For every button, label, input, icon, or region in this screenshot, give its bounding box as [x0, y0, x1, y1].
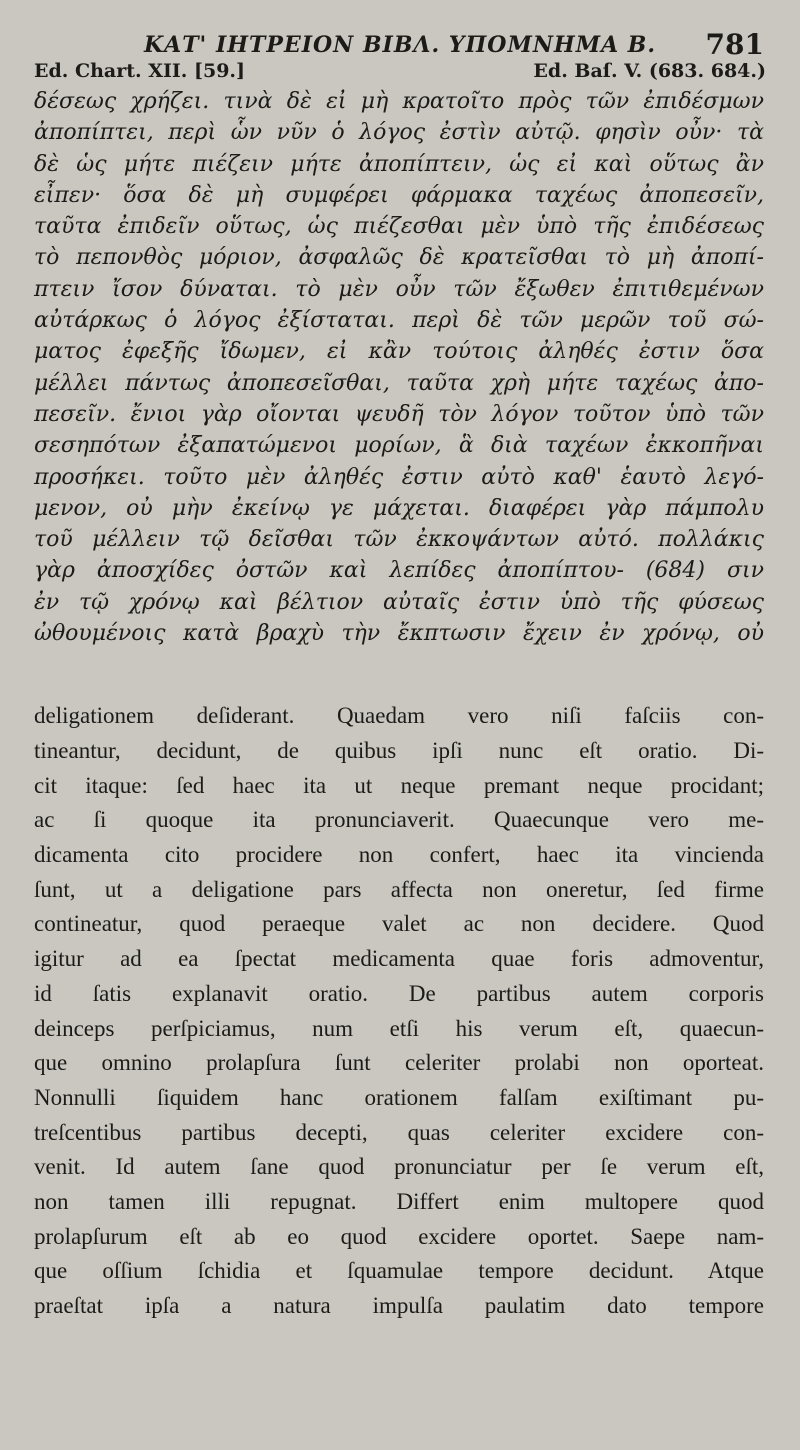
running-head: [34, 18, 772, 61]
latin-line: contineatur, quod peraeque valet ac non decidere. Quod: [34, 911, 764, 937]
latin-line: Nonnulli ſiquidem hanc orationem falſam exiſtimant pu-: [34, 1084, 764, 1110]
greek-line: προσήκει. τοῦτο μὲν ἀληθές ἐστιν αὐτὸ καθ' ἑαυτὸ λεγό-: [34, 464, 764, 490]
latin-line: que oſſium ſchidia et ſquamulae tempore decidunt. Atque: [34, 1258, 764, 1284]
latin-line: deligationem deſiderant. Quaedam vero niſi faſciis con-: [34, 703, 764, 729]
section-gap: [34, 649, 772, 699]
greek-line: μέλλει πάντως ἀποπεσεῖσθαι, ταῦτα χρὴ μήτε ταχέως ἀπο-: [34, 370, 764, 396]
greek-line: δέσεως χρήζει. τινὰ δὲ εἰ μὴ κρατοῖτο πρὸς τῶν ἐπιδέσμων: [34, 89, 764, 114]
edition-chartier-ref: Ed. Chart. XII. [59.]: [34, 60, 246, 82]
greek-line: ἀποπίπτει, περὶ ὧν νῦν ὁ λόγος ἐστὶν αὐτῷ. φησὶν οὖν· τὰ: [34, 120, 764, 146]
latin-text-block: [34, 699, 772, 1323]
latin-line: igitur ad ea ſpectat medicamenta quae foris admoventur,: [34, 946, 764, 972]
latin-line: tineantur, decidunt, de quibus ipſi nunc eſt oratio. Di-: [34, 738, 764, 764]
latin-line: ſunt, ut a deligatione pars affecta non oneretur, ſed firme: [34, 876, 764, 902]
latin-line: que omnino prolapſura ſunt celeriter prolabi non oporteat.: [34, 1050, 764, 1076]
latin-line: dicamenta cito procidere non confert, haec ita vincienda: [34, 842, 764, 868]
greek-line: γὰρ ἀποσχίδες ὀστῶν καὶ λεπίδες ἀποπίπτου- (684) σιν: [34, 558, 764, 584]
running-title: ΚΑΤ' ΙΗΤΡΕΙΟΝ ΒΙΒΛ. ΥΠΟΜΝΗΜΑ Β.: [144, 32, 657, 58]
greek-line: πεσεῖν. ἔνιοι γὰρ οἴονται ψευδῆ τὸν λόγον τοῦτον ὑπὸ τῶν: [34, 401, 764, 427]
latin-line: praeſtat ipſa a natura impulſa paulatim dato tempore: [34, 1293, 764, 1319]
edition-line: [34, 58, 772, 86]
latin-line: ac ſi quoque ita pronunciaverit. Quaecunque vero me-: [34, 807, 764, 833]
greek-line: ταῦτα ἐπιδεῖν οὕτως, ὡς πιέζεσθαι μὲν ὑπὸ τῆς ἐπιδέσεως: [34, 214, 764, 240]
page-number: 781: [705, 28, 764, 61]
latin-line: non tamen illi repugnat. Differt enim multopere quod: [34, 1188, 764, 1214]
greek-line: ματος ἐφεξῆς ἴδωμεν, εἰ κἂν τούτοις ἀληθές ἐστιν ὅσα: [34, 339, 764, 365]
latin-line: cit itaque: ſed haec ita ut neque premant neque procidant;: [34, 772, 764, 798]
latin-line: id ſatis explanavit oratio. De partibus autem corporis: [34, 980, 764, 1006]
edition-basel-ref: Ed. Baſ. V. (683. 684.): [533, 60, 766, 82]
latin-line: treſcentibus partibus decepti, quas celeriter excidere con-: [34, 1119, 764, 1145]
greek-line: δὲ ὡς μήτε πιέζειν μήτε ἀποπίπτειν, ὡς εἰ καὶ οὕτως ἂν: [34, 151, 764, 177]
latin-line: venit. Id autem ſane quod pronunciatur per ſe verum eſt,: [34, 1154, 764, 1180]
greek-line: αὐτάρκως ὁ λόγος ἐξίσταται. περὶ δὲ τῶν μερῶν τοῦ σώ-: [34, 308, 764, 334]
greek-line: τοῦ μέλλειν τῷ δεῖσθαι τῶν ἐκκοψάντων αὐτό. πολλάκις: [34, 527, 764, 553]
greek-line: εἶπεν· ὅσα δὲ μὴ συμφέρει φάρμακα ταχέως ἀποπεσεῖν,: [34, 182, 764, 208]
greek-line: σεσηπότων ἐξαπατώμενοι μορίων, ἃ διὰ ταχέων ἐκκοπῆναι: [34, 433, 764, 459]
greek-line: ὠθουμένοις κατὰ βραχὺ τὴν ἔκπτωσιν ἔχειν ἐν χρόνῳ, οὐ: [34, 621, 764, 647]
greek-line: τὸ πεπονθὸς μόριον, ἀσφαλῶς δὲ κρατεῖσθαι τὸ μὴ ἀποπί-: [34, 245, 764, 271]
greek-line: μενον, οὐ μὴν ἐκείνῳ γε μάχεται. διαφέρει γὰρ πάμπολυ: [34, 495, 764, 521]
latin-line: deinceps perſpiciamus, num etſi his verum eſt, quaecun-: [34, 1015, 764, 1041]
greek-line: ἐν τῷ χρόνῳ καὶ βέλτιον αὐταῖς ἐστιν ὑπὸ τῆς φύσεως: [34, 589, 764, 615]
latin-line: prolapſurum eſt ab eo quod excidere oportet. Saepe nam-: [34, 1223, 764, 1249]
greek-line: πτειν ἴσον δύναται. τὸ μὲν οὖν τῶν ἔξωθεν ἐπιτιθεμένων: [34, 276, 764, 302]
greek-text-block: [34, 86, 772, 649]
